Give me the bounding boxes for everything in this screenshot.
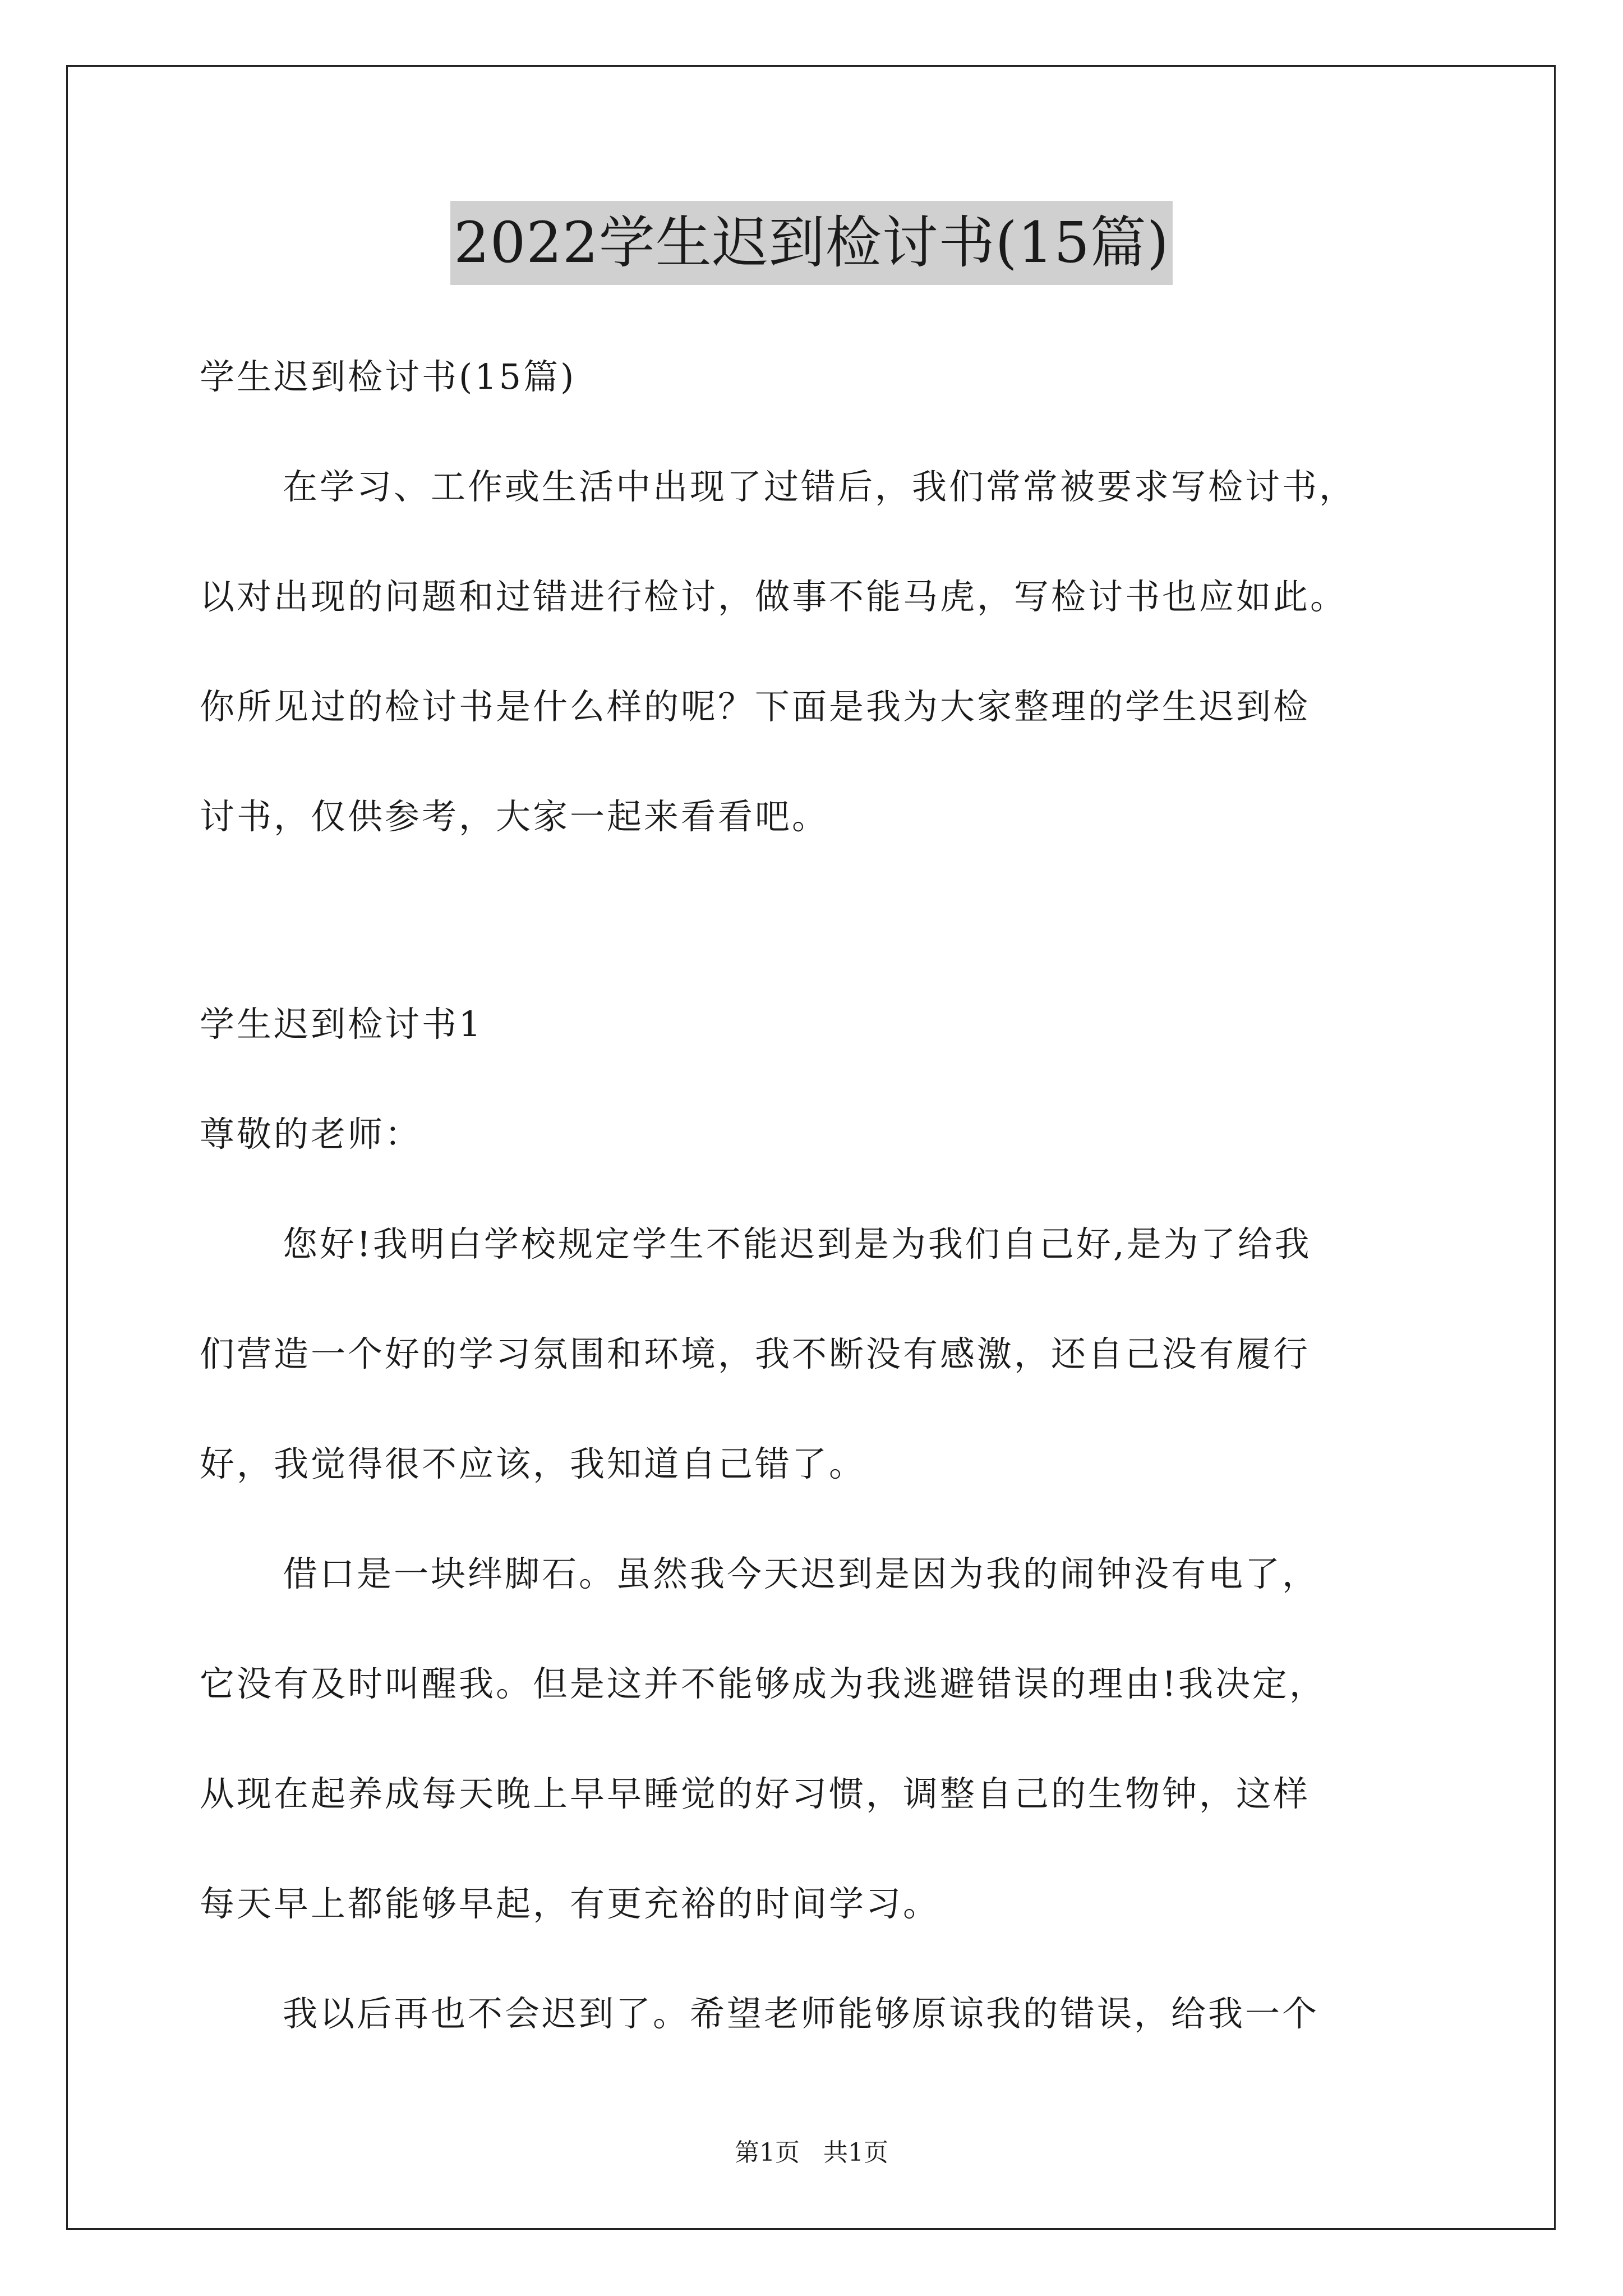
paragraph-line: 讨书，仅供参考，大家一起来看看吧。: [200, 796, 829, 837]
paragraph-line: 我以后再也不会迟到了。希望老师能够原谅我的错误，给我一个: [283, 1993, 1320, 2034]
section-heading: 学生迟到检讨书1: [200, 1004, 483, 1045]
subtitle-line: 学生迟到检讨书(15篇): [200, 356, 577, 397]
salutation: 尊敬的老师：: [200, 1114, 422, 1154]
document-title: 2022学生迟到检讨书(15篇): [450, 201, 1173, 285]
paragraph-line: 借口是一块绊脚石。虽然我今天迟到是因为我的闹钟没有电了，: [283, 1553, 1320, 1594]
paragraph-line: 们营造一个好的学习氛围和环境，我不断没有感激，还自己没有履行: [200, 1333, 1311, 1374]
paragraph-line: 在学习、工作或生活中出现了过错后，我们常常被要求写检讨书，: [283, 466, 1357, 507]
paragraph-line: 每天早上都能够早起，有更充裕的时间学习。: [200, 1883, 940, 1924]
paragraph-line: 你所见过的检讨书是什么样的呢？下面是我为大家整理的学生迟到检: [200, 686, 1311, 727]
paragraph-line: 您好!我明白学校规定学生不能迟到是为我们自己好,是为了给我: [283, 1223, 1312, 1264]
paragraph-line: 它没有及时叫醒我。但是这并不能够成为我逃避错误的理由!我决定，: [200, 1663, 1326, 1704]
paragraph-line: 以对出现的问题和过错进行检讨，做事不能马虎，写检讨书也应如此。: [200, 576, 1348, 617]
paragraph-line: 从现在起养成每天晚上早早睡觉的好习惯，调整自己的生物钟，这样: [200, 1773, 1311, 1814]
paragraph-line: 好，我觉得很不应该，我知道自己错了。: [200, 1443, 866, 1484]
page-footer: 第1页 共1页: [735, 2138, 888, 2167]
title-container: [0, 201, 1623, 285]
